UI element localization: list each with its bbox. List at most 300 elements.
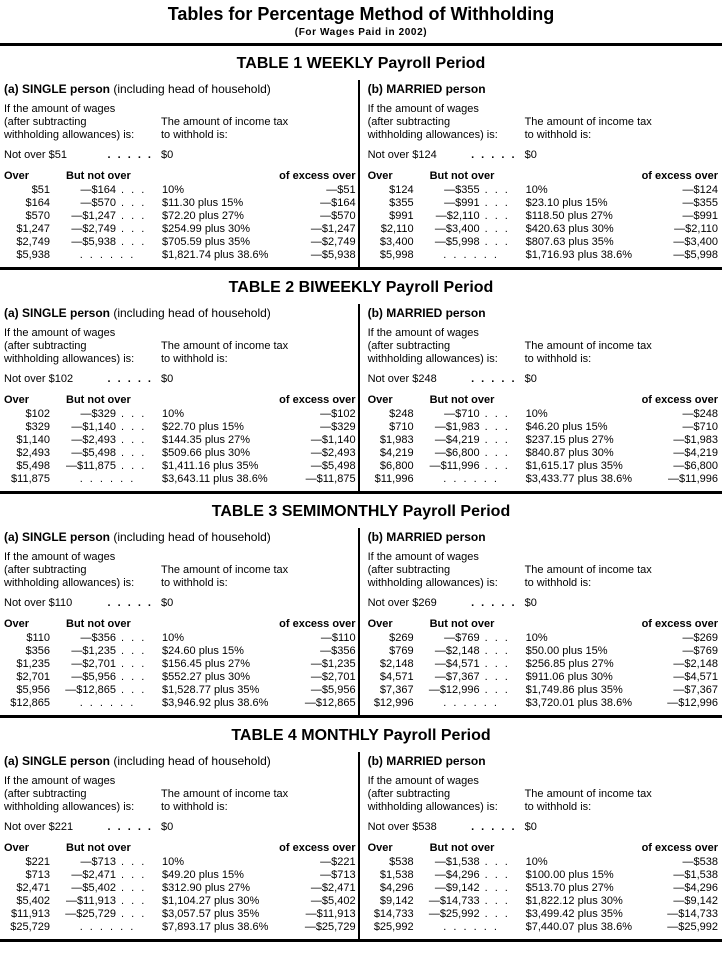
but-not-over-value: —$991 bbox=[444, 197, 480, 209]
over-value: $11,913 bbox=[11, 908, 50, 920]
wage-line-1: If the amount of wages bbox=[4, 327, 116, 339]
but-not-over-value: —$5,998 bbox=[434, 236, 480, 248]
over-value: $2,148 bbox=[379, 658, 414, 670]
over-value: $2,701 bbox=[16, 671, 50, 683]
of-excess-over-value: —$14,733 bbox=[667, 908, 718, 920]
over-value: $713 bbox=[25, 869, 50, 881]
tax-formula: $3,946.92 plus 38.6% bbox=[162, 697, 269, 709]
over-value: $355 bbox=[389, 197, 414, 209]
table-row bbox=[368, 697, 718, 710]
of-excess-over-value: —$25,992 bbox=[667, 921, 718, 933]
withhold-line-1: The amount of income tax bbox=[524, 564, 652, 576]
dot-leader: . . . . . bbox=[107, 597, 153, 609]
but-not-over-value: —$12,865 bbox=[65, 684, 116, 696]
of-excess-over-value: —$12,996 bbox=[667, 697, 718, 709]
dot-leader: . . . bbox=[484, 856, 510, 868]
but-not-over-value: —$4,571 bbox=[434, 658, 480, 670]
table-row bbox=[368, 645, 718, 658]
but-not-over-value: —$25,729 bbox=[65, 908, 116, 920]
zero-amount: $0 bbox=[524, 821, 537, 833]
table-panels bbox=[0, 752, 722, 942]
table-row bbox=[368, 421, 718, 434]
tax-formula: $1,615.17 plus 35% bbox=[525, 460, 623, 472]
of-excess-over-value: —$269 bbox=[682, 632, 718, 644]
tax-formula: 10% bbox=[525, 184, 548, 196]
withhold-line-2: to withhold is: bbox=[524, 129, 592, 141]
column-headers bbox=[368, 618, 718, 630]
zero-amount: $0 bbox=[161, 597, 174, 609]
tax-formula: $3,643.11 plus 38.6% bbox=[162, 473, 268, 485]
table-row bbox=[368, 473, 718, 486]
col-header-but-not-over: But not over bbox=[66, 170, 131, 182]
dot-leader: . . . bbox=[121, 434, 147, 446]
married-person-panel bbox=[360, 752, 722, 939]
dot-leader: . . . . . . bbox=[443, 697, 499, 709]
col-header-of-excess-over: of excess over bbox=[641, 618, 718, 630]
dot-leader: . . . bbox=[121, 908, 147, 920]
dot-leader: . . . . . bbox=[107, 821, 153, 833]
table-title: TABLE 3 SEMIMONTHLY Payroll Period bbox=[211, 503, 511, 520]
table-row bbox=[368, 684, 718, 697]
dot-leader: . . . bbox=[121, 184, 147, 196]
not-over-threshold: $221 bbox=[48, 821, 74, 833]
of-excess-over-value: —$356 bbox=[320, 645, 356, 657]
bracket-rows bbox=[368, 856, 718, 934]
wage-amount-text bbox=[4, 103, 161, 142]
dot-leader: . . . . . bbox=[107, 149, 153, 161]
but-not-over-value: —$1,247 bbox=[71, 210, 116, 222]
table-row bbox=[4, 697, 356, 710]
tax-formula: $1,104.27 plus 30% bbox=[162, 895, 260, 907]
over-value: $991 bbox=[389, 210, 414, 222]
single-heading-rest: (including head of household) bbox=[110, 306, 271, 320]
single-heading-rest: (including head of household) bbox=[110, 530, 271, 544]
over-value: $5,938 bbox=[16, 249, 50, 261]
of-excess-over-value: —$221 bbox=[320, 856, 356, 868]
but-not-over-value: —$2,701 bbox=[71, 658, 116, 670]
table-row bbox=[4, 882, 356, 895]
table-row bbox=[368, 869, 718, 882]
tax-formula: $807.63 plus 35% bbox=[525, 236, 614, 248]
of-excess-over-value: —$2,493 bbox=[310, 447, 356, 459]
table-row bbox=[4, 895, 356, 908]
table-row bbox=[4, 658, 356, 671]
of-excess-over-value: —$2,148 bbox=[673, 658, 718, 670]
but-not-over-value: —$25,992 bbox=[428, 908, 480, 920]
of-excess-over-value: —$991 bbox=[682, 210, 718, 222]
table-panels bbox=[0, 528, 722, 718]
column-headers bbox=[4, 170, 356, 182]
tax-formula: $254.99 plus 30% bbox=[162, 223, 251, 235]
but-not-over-value: —$7,367 bbox=[434, 671, 480, 683]
tax-formula: $118.50 plus 27% bbox=[525, 210, 613, 222]
table-row bbox=[368, 460, 718, 473]
not-over-text: Not over $102 bbox=[4, 373, 74, 385]
not-over-threshold: $110 bbox=[48, 597, 73, 609]
over-value: $6,800 bbox=[379, 460, 414, 472]
table-title: TABLE 4 MONTHLY Payroll Period bbox=[231, 727, 491, 744]
table-row bbox=[368, 921, 718, 934]
withhold-line-2: to withhold is: bbox=[524, 577, 592, 589]
dot-leader: . . . bbox=[484, 460, 510, 472]
married-heading bbox=[368, 530, 718, 544]
tax-formula: $3,720.01 plus 38.6% bbox=[525, 697, 632, 709]
of-excess-over-value: —$713 bbox=[320, 869, 356, 881]
withhold-line-2: to withhold is: bbox=[161, 129, 228, 141]
withhold-line-1: The amount of income tax bbox=[524, 340, 652, 352]
over-value: $329 bbox=[25, 421, 50, 433]
withhold-line-1: The amount of income tax bbox=[161, 116, 289, 128]
single-heading-rest: (including head of household) bbox=[110, 754, 271, 768]
table-row bbox=[368, 908, 718, 921]
document-subtitle: (For Wages Paid in 2002) bbox=[294, 27, 428, 38]
table-row bbox=[4, 460, 356, 473]
tax-formula: $1,528.77 plus 35% bbox=[162, 684, 260, 696]
wage-amount-text bbox=[4, 327, 161, 366]
table-row bbox=[368, 671, 718, 684]
withhold-amount-text bbox=[161, 775, 356, 814]
over-value: $4,571 bbox=[379, 671, 414, 683]
table-row bbox=[4, 184, 356, 197]
dot-leader: . . . bbox=[484, 434, 510, 446]
table-row bbox=[4, 671, 356, 684]
zero-amount: $0 bbox=[524, 597, 537, 609]
married-heading bbox=[368, 754, 718, 768]
over-value: $9,142 bbox=[379, 895, 414, 907]
dot-leader: . . . bbox=[121, 671, 147, 683]
but-not-over-value: —$11,875 bbox=[66, 460, 116, 472]
not-over-line bbox=[4, 821, 356, 833]
bracket-rows bbox=[4, 408, 356, 486]
not-over-line bbox=[368, 597, 718, 609]
over-value: $1,983 bbox=[379, 434, 414, 446]
tax-formula: 10% bbox=[162, 856, 185, 868]
tax-formula: 10% bbox=[162, 632, 185, 644]
of-excess-over-value: —$11,913 bbox=[305, 908, 356, 920]
wage-line-2: (after subtracting bbox=[367, 564, 451, 576]
married-heading-bold: (b) MARRIED person bbox=[367, 530, 486, 544]
wage-description bbox=[368, 103, 718, 142]
tables-container bbox=[0, 55, 722, 942]
header-divider bbox=[0, 43, 722, 46]
single-heading-bold: (a) SINGLE person bbox=[4, 306, 111, 320]
col-header-but-not-over: But not over bbox=[429, 842, 495, 854]
of-excess-over-value: —$5,938 bbox=[310, 249, 356, 261]
document-header bbox=[0, 0, 722, 38]
not-over-text: Not over $124 bbox=[367, 149, 437, 161]
but-not-over-value: —$11,996 bbox=[429, 460, 480, 472]
dot-leader: . . . bbox=[121, 447, 147, 459]
over-value: $4,296 bbox=[379, 882, 414, 894]
dot-leader: . . . bbox=[484, 236, 510, 248]
bracket-rows bbox=[4, 632, 356, 710]
over-value: $269 bbox=[389, 632, 414, 644]
table-row bbox=[4, 645, 356, 658]
dot-leader: . . . bbox=[484, 908, 510, 920]
of-excess-over-value: —$51 bbox=[326, 184, 356, 196]
wage-line-3: withholding allowances) is: bbox=[4, 801, 135, 813]
tax-formula: $552.27 plus 30% bbox=[162, 671, 251, 683]
married-heading bbox=[368, 306, 718, 320]
of-excess-over-value: —$164 bbox=[320, 197, 356, 209]
wage-amount-text bbox=[4, 551, 161, 590]
zero-amount: $0 bbox=[161, 373, 174, 385]
withhold-line-2: to withhold is: bbox=[524, 353, 592, 365]
table-row bbox=[4, 236, 356, 249]
wage-line-3: withholding allowances) is: bbox=[367, 801, 498, 813]
table-row bbox=[4, 249, 356, 262]
over-value: $12,996 bbox=[373, 697, 414, 709]
over-value: $356 bbox=[25, 645, 50, 657]
wage-line-3: withholding allowances) is: bbox=[367, 577, 498, 589]
table-row bbox=[368, 434, 718, 447]
of-excess-over-value: —$102 bbox=[320, 408, 356, 420]
column-headers bbox=[4, 842, 356, 854]
dot-leader: . . . bbox=[484, 421, 510, 433]
single-person-panel bbox=[0, 528, 360, 715]
wage-amount-text bbox=[4, 775, 161, 814]
but-not-over-value: —$11,913 bbox=[66, 895, 116, 907]
over-value: $11,996 bbox=[374, 473, 414, 485]
dot-leader: . . . bbox=[121, 856, 147, 868]
over-value: $5,998 bbox=[379, 249, 414, 261]
withhold-line-1: The amount of income tax bbox=[524, 116, 652, 128]
dot-leader: . . . bbox=[121, 223, 147, 235]
col-header-over: Over bbox=[4, 842, 30, 854]
payroll-table-section bbox=[0, 503, 722, 718]
over-value: $221 bbox=[25, 856, 50, 868]
wage-line-2: (after subtracting bbox=[4, 788, 87, 800]
of-excess-over-value: —$2,471 bbox=[310, 882, 356, 894]
but-not-over-value: —$1,140 bbox=[71, 421, 116, 433]
wage-line-1: If the amount of wages bbox=[4, 775, 116, 787]
zero-amount: $0 bbox=[161, 821, 174, 833]
dot-leader: . . . bbox=[484, 869, 510, 881]
not-over-threshold: $124 bbox=[412, 149, 437, 161]
tax-formula: 10% bbox=[162, 408, 185, 420]
but-not-over-value: —$14,733 bbox=[428, 895, 480, 907]
over-value: $124 bbox=[389, 184, 414, 196]
over-value: $164 bbox=[25, 197, 50, 209]
wage-description bbox=[4, 551, 356, 590]
table-row bbox=[4, 197, 356, 210]
tax-formula: $513.70 plus 27% bbox=[525, 882, 614, 894]
dot-leader: . . . . . . bbox=[79, 473, 136, 485]
but-not-over-value: —$3,400 bbox=[434, 223, 480, 235]
table-row bbox=[368, 197, 718, 210]
wage-line-2: (after subtracting bbox=[4, 340, 87, 352]
table-row bbox=[4, 684, 356, 697]
col-header-over: Over bbox=[367, 618, 393, 630]
withhold-amount-text bbox=[161, 327, 356, 366]
col-header-but-not-over: But not over bbox=[429, 170, 495, 182]
tax-formula: $7,893.17 plus 38.6% bbox=[162, 921, 269, 933]
single-person-panel bbox=[0, 752, 360, 939]
table-row bbox=[4, 434, 356, 447]
of-excess-over-value: —$7,367 bbox=[673, 684, 718, 696]
table-row bbox=[4, 210, 356, 223]
table-row bbox=[4, 856, 356, 869]
over-value: $2,749 bbox=[16, 236, 50, 248]
single-person-panel bbox=[0, 80, 360, 267]
over-value: $570 bbox=[25, 210, 50, 222]
dot-leader: . . . bbox=[121, 895, 147, 907]
but-not-over-value: —$355 bbox=[444, 184, 480, 196]
dot-leader: . . . bbox=[484, 895, 510, 907]
over-value: $538 bbox=[389, 856, 414, 868]
wage-line-2: (after subtracting bbox=[4, 116, 87, 128]
col-header-over: Over bbox=[367, 170, 393, 182]
wage-line-3: withholding allowances) is: bbox=[367, 353, 498, 365]
withhold-amount-text bbox=[525, 551, 718, 590]
dot-leader: . . . bbox=[121, 421, 147, 433]
tax-formula: $256.85 plus 27% bbox=[525, 658, 614, 670]
married-heading-bold: (b) MARRIED person bbox=[367, 82, 486, 96]
not-over-text: Not over $51 bbox=[4, 149, 67, 161]
bracket-rows bbox=[368, 408, 718, 486]
dot-leader: . . . . . . bbox=[79, 697, 136, 709]
col-header-of-excess-over: of excess over bbox=[641, 842, 718, 854]
wage-line-2: (after subtracting bbox=[4, 564, 87, 576]
wage-line-3: withholding allowances) is: bbox=[4, 353, 135, 365]
over-value: $14,733 bbox=[373, 908, 414, 920]
tax-formula: $144.35 plus 27% bbox=[162, 434, 251, 446]
over-value: $3,400 bbox=[379, 236, 414, 248]
table-row bbox=[4, 632, 356, 645]
dot-leader: . . . bbox=[121, 645, 147, 657]
withhold-line-2: to withhold is: bbox=[524, 801, 592, 813]
tax-formula: $7,440.07 plus 38.6% bbox=[525, 921, 632, 933]
table-row bbox=[368, 895, 718, 908]
not-over-threshold: $269 bbox=[412, 597, 437, 609]
tax-formula: $911.06 plus 30% bbox=[525, 671, 613, 683]
but-not-over-value: —$2,749 bbox=[71, 223, 116, 235]
tax-formula: $156.45 plus 27% bbox=[162, 658, 251, 670]
dot-leader: . . . bbox=[121, 236, 147, 248]
dot-leader: . . . bbox=[484, 632, 510, 644]
dot-leader: . . . bbox=[484, 671, 510, 683]
table-row bbox=[368, 632, 718, 645]
but-not-over-value: —$1,235 bbox=[71, 645, 116, 657]
of-excess-over-value: —$248 bbox=[682, 408, 718, 420]
withhold-line-2: to withhold is: bbox=[161, 577, 228, 589]
bracket-rows bbox=[4, 856, 356, 934]
of-excess-over-value: —$2,110 bbox=[674, 223, 718, 235]
wage-amount-text bbox=[368, 327, 525, 366]
but-not-over-value: —$713 bbox=[80, 856, 116, 868]
tax-formula: $49.20 plus 15% bbox=[162, 869, 244, 881]
over-value: $248 bbox=[389, 408, 414, 420]
dot-leader: . . . bbox=[484, 645, 510, 657]
table-row bbox=[4, 869, 356, 882]
table-row bbox=[368, 184, 718, 197]
tax-formula: $705.59 plus 35% bbox=[162, 236, 251, 248]
of-excess-over-value: —$11,875 bbox=[305, 473, 356, 485]
over-value: $110 bbox=[26, 632, 50, 644]
zero-amount: $0 bbox=[524, 149, 537, 161]
tax-formula: $312.90 plus 27% bbox=[162, 882, 251, 894]
dot-leader: . . . bbox=[484, 658, 510, 670]
of-excess-over-value: —$1,247 bbox=[310, 223, 356, 235]
dot-leader: . . . bbox=[484, 184, 510, 196]
table-row bbox=[368, 236, 718, 249]
of-excess-over-value: —$5,498 bbox=[310, 460, 356, 472]
but-not-over-value: —$2,493 bbox=[71, 434, 116, 446]
not-over-line bbox=[4, 149, 356, 161]
col-header-of-excess-over: of excess over bbox=[279, 394, 356, 406]
dot-leader: . . . . . . bbox=[79, 249, 136, 261]
over-value: $1,247 bbox=[16, 223, 50, 235]
not-over-text: Not over $269 bbox=[367, 597, 437, 609]
single-heading bbox=[4, 82, 356, 96]
col-header-but-not-over: But not over bbox=[429, 394, 495, 406]
wage-amount-text bbox=[368, 103, 525, 142]
payroll-table-section bbox=[0, 279, 722, 494]
of-excess-over-value: —$25,729 bbox=[304, 921, 356, 933]
col-header-over: Over bbox=[4, 170, 30, 182]
over-value: $5,498 bbox=[16, 460, 50, 472]
dot-leader: . . . bbox=[121, 658, 147, 670]
withhold-line-2: to withhold is: bbox=[161, 801, 228, 813]
table-row bbox=[4, 421, 356, 434]
single-heading-bold: (a) SINGLE person bbox=[4, 82, 111, 96]
table-row bbox=[4, 473, 356, 486]
dot-leader: . . . . . . bbox=[443, 473, 499, 485]
not-over-line bbox=[4, 373, 356, 385]
table-title: TABLE 1 WEEKLY Payroll Period bbox=[236, 55, 486, 72]
withhold-amount-text bbox=[525, 327, 718, 366]
wage-line-2: (after subtracting bbox=[367, 116, 451, 128]
over-value: $1,235 bbox=[16, 658, 50, 670]
but-not-over-value: —$6,800 bbox=[434, 447, 480, 459]
not-over-line bbox=[368, 821, 718, 833]
withhold-amount-text bbox=[161, 103, 356, 142]
but-not-over-value: —$1,983 bbox=[434, 421, 480, 433]
table-row bbox=[368, 223, 718, 236]
over-value: $7,367 bbox=[379, 684, 414, 696]
table-title: TABLE 2 BIWEEKLY Payroll Period bbox=[228, 279, 494, 296]
wage-description bbox=[4, 103, 356, 142]
of-excess-over-value: —$1,235 bbox=[310, 658, 356, 670]
dot-leader: . . . bbox=[121, 197, 147, 209]
wage-description bbox=[4, 327, 356, 366]
column-headers bbox=[368, 394, 718, 406]
tax-formula: $3,499.42 plus 35% bbox=[525, 908, 623, 920]
zero-amount: $0 bbox=[524, 373, 537, 385]
column-headers bbox=[4, 394, 356, 406]
wage-line-3: withholding allowances) is: bbox=[367, 129, 498, 141]
tax-formula: $72.20 plus 27% bbox=[162, 210, 244, 222]
over-value: $51 bbox=[31, 184, 50, 196]
withhold-line-1: The amount of income tax bbox=[161, 340, 289, 352]
over-value: $769 bbox=[389, 645, 414, 657]
tax-formula: $24.60 plus 15% bbox=[162, 645, 244, 657]
tax-formula: $46.20 plus 15% bbox=[525, 421, 608, 433]
but-not-over-value: —$5,938 bbox=[71, 236, 116, 248]
single-heading-bold: (a) SINGLE person bbox=[4, 754, 111, 768]
col-header-but-not-over: But not over bbox=[66, 842, 131, 854]
dot-leader: . . . . . bbox=[471, 821, 517, 833]
tax-formula: $1,749.86 plus 35% bbox=[525, 684, 623, 696]
of-excess-over-value: —$570 bbox=[320, 210, 356, 222]
of-excess-over-value: —$4,219 bbox=[673, 447, 718, 459]
table-row bbox=[368, 249, 718, 262]
zero-amount: $0 bbox=[161, 149, 174, 161]
of-excess-over-value: —$2,749 bbox=[310, 236, 356, 248]
dot-leader: . . . . . . bbox=[443, 249, 499, 261]
tax-formula: $22.70 plus 15% bbox=[162, 421, 244, 433]
wage-description bbox=[4, 775, 356, 814]
